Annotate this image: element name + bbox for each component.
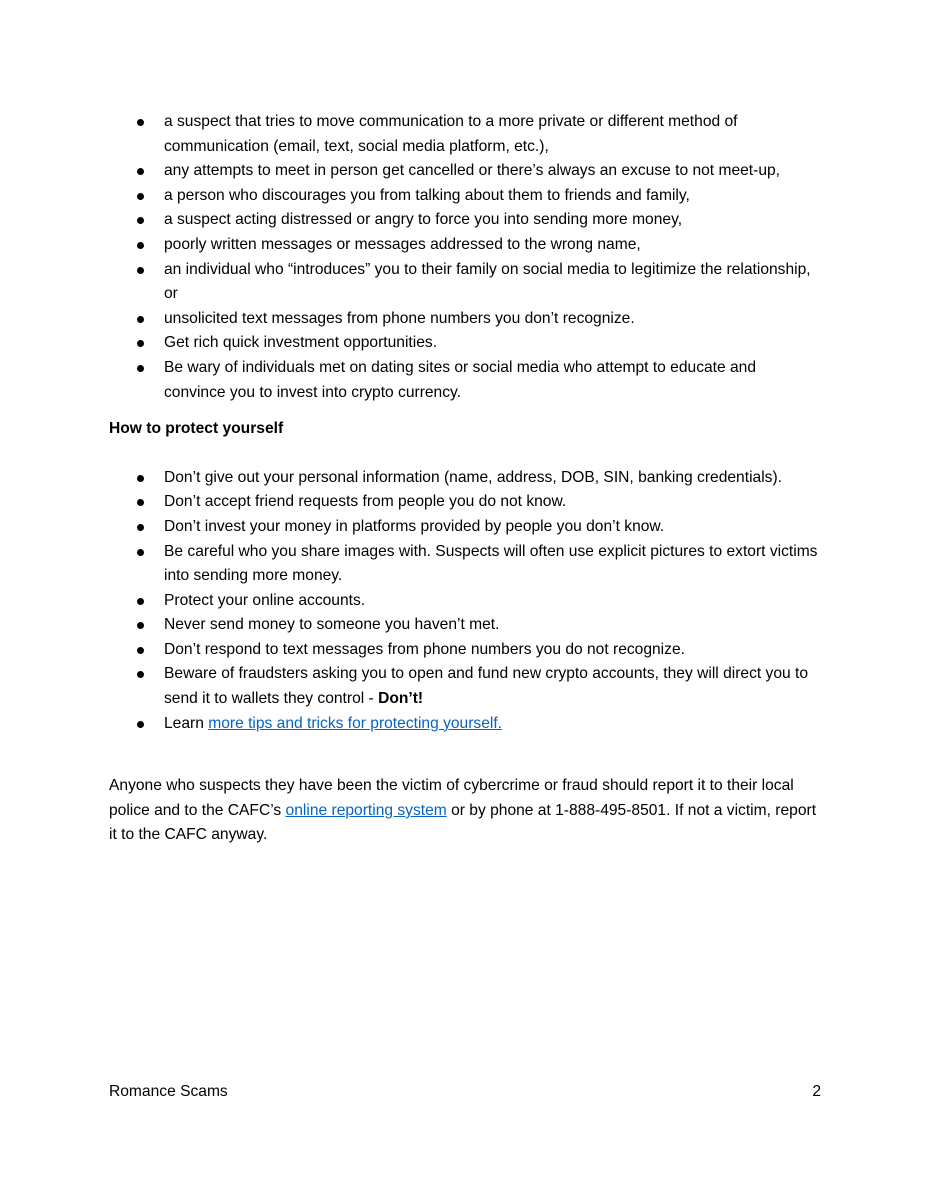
bullet-icon xyxy=(137,316,144,323)
list-item xyxy=(109,208,821,233)
list-item xyxy=(109,307,821,332)
list-item-text: Be careful who you share images with. Suspects will often use explicit pictures to extort victims into sending more money. xyxy=(164,542,818,585)
closing-text-start: Anyone who suspects they have been the victim of cybercrime or fraud should report it to their local police and to the CAFC’s xyxy=(109,777,794,819)
bullet-icon xyxy=(137,193,144,200)
bullet-icon xyxy=(137,475,144,482)
bullet-icon xyxy=(137,622,144,629)
list-item xyxy=(109,159,821,184)
bullet-icon xyxy=(137,647,144,654)
bullet-icon xyxy=(137,524,144,531)
list-item-text: a suspect acting distressed or angry to force you into sending more money, xyxy=(164,211,683,229)
bullet-icon xyxy=(137,267,144,274)
bullet-icon xyxy=(137,242,144,249)
list-item-text: an individual who “introduces” you to their family on social media to legitimize the relationship, or xyxy=(164,260,811,303)
list-item-text: any attempts to meet in person get cancelled or there’s always an excuse to not meet-up, xyxy=(164,162,781,180)
bullet-icon xyxy=(137,168,144,175)
closing-text-end: or by phone at 1-888-495-8501. If not a victim, report it to the CAFC anyway. xyxy=(109,801,817,844)
learn-item-prefix: Learn xyxy=(164,714,209,732)
bullet-icon xyxy=(137,671,144,678)
list-item-text: Don’t respond to text messages from phone numbers you do not recognize. xyxy=(164,640,685,658)
bullet-icon xyxy=(137,365,144,372)
list-item-text: Don’t give out your personal information (name, address, DOB, SIN, banking credentials). xyxy=(164,468,782,486)
list-item-text: a suspect that tries to move communication to a more private or different method of communication (email, text, social media platform, etc.), xyxy=(164,113,738,155)
list-item xyxy=(109,638,821,663)
list-item-text: Be wary of individuals met on dating sites or social media who attempt to educate and convince you to invest into crypto currency. xyxy=(164,358,757,401)
closing-paragraph xyxy=(109,774,821,848)
list-item-text: Don’t accept friend requests from people you do not know. xyxy=(164,493,567,511)
list-item xyxy=(109,589,821,614)
warning-signs-list xyxy=(109,110,821,405)
bullet-icon xyxy=(137,721,144,728)
online-reporting-link[interactable]: online reporting system xyxy=(285,801,447,819)
list-item xyxy=(109,490,821,515)
list-item-text: Get rich quick investment opportunities. xyxy=(164,334,438,352)
protect-tips-list xyxy=(109,466,821,737)
list-item-text: Protect your online accounts. xyxy=(164,591,366,609)
bullet-icon xyxy=(137,598,144,605)
list-item-text: Never send money to someone you haven’t met. xyxy=(164,616,500,634)
list-item xyxy=(109,258,821,307)
crypto-item-text: Beware of fraudsters asking you to open and fund new crypto accounts, they will direct you to send it to wallets they control - xyxy=(164,665,809,708)
bullet-icon xyxy=(137,217,144,224)
list-item-text: poorly written messages or messages addressed to the wrong name, xyxy=(164,235,641,253)
list-item xyxy=(109,331,821,356)
list-item xyxy=(109,613,821,638)
more-tips-link[interactable]: more tips and tricks for protecting yourself. xyxy=(208,714,503,732)
list-item-text: unsolicited text messages from phone numbers you don’t recognize. xyxy=(164,309,635,327)
section-heading: How to protect yourself xyxy=(109,420,284,438)
list-item xyxy=(109,540,821,589)
list-item xyxy=(109,233,821,258)
bullet-icon xyxy=(137,340,144,347)
list-item xyxy=(109,356,821,405)
list-item-text: Don’t invest your money in platforms provided by people you don’t know. xyxy=(164,517,665,535)
page-number: 2 xyxy=(812,1083,821,1100)
list-item-text: a person who discourages you from talking about them to friends and family, xyxy=(164,186,690,204)
list-item xyxy=(109,184,821,209)
crypto-item-emphasis: Don’t! xyxy=(378,690,424,708)
footer-title: Romance Scams xyxy=(109,1083,228,1100)
bullet-icon xyxy=(137,549,144,556)
page-content xyxy=(109,110,821,848)
list-item xyxy=(109,662,821,711)
page-footer xyxy=(109,1080,821,1104)
bullet-icon xyxy=(137,119,144,126)
list-item xyxy=(109,515,821,540)
list-item xyxy=(109,110,821,159)
bullet-icon xyxy=(137,499,144,506)
list-item xyxy=(109,712,821,737)
list-item xyxy=(109,466,821,491)
